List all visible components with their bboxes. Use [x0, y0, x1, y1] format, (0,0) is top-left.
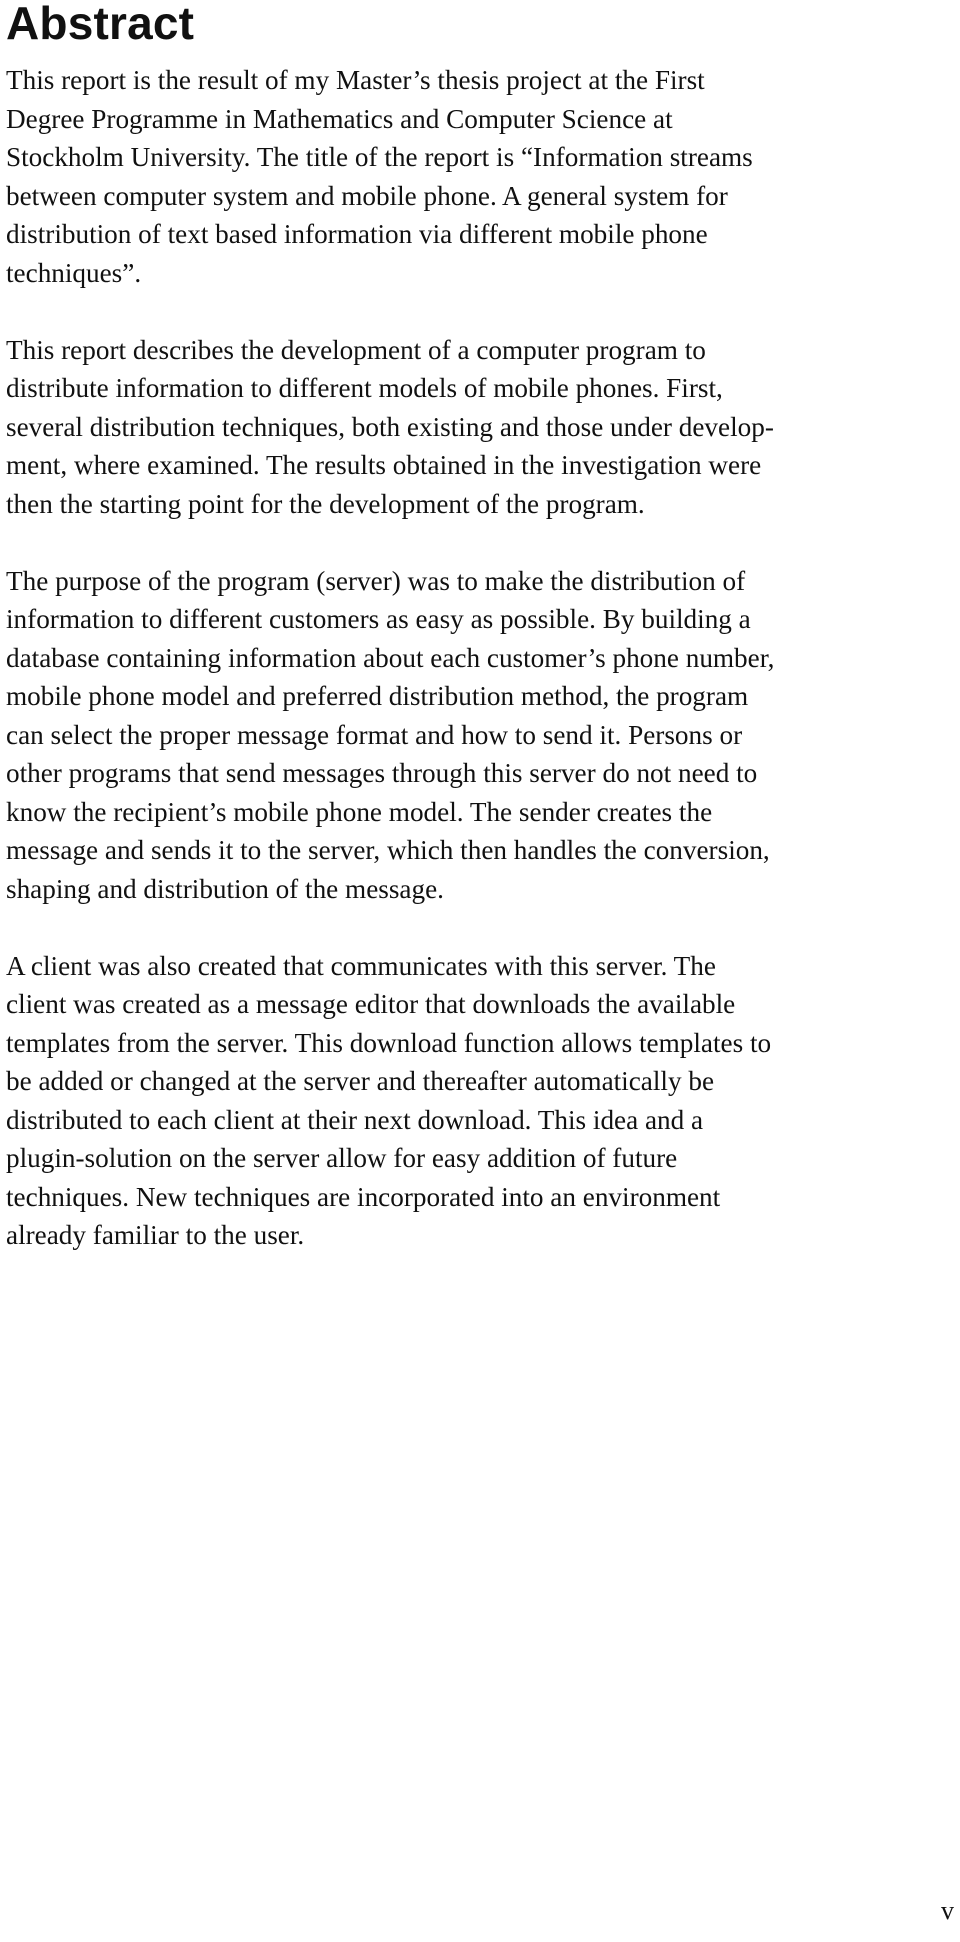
text-line: several distribution techniques, both existing and those under develop- [6, 411, 774, 442]
text-line: templates from the server. This download function allows templates to [6, 1027, 772, 1058]
text-line: between computer system and mobile phone. A general system for [6, 180, 728, 211]
abstract-paragraph-2 [6, 331, 950, 524]
text-line: distribute information to different models of mobile phones. First, [6, 373, 723, 403]
text-line: then the starting point for the development of the program. [6, 488, 645, 519]
text-line: can select the proper message format and how to send it. Persons or [6, 719, 743, 750]
text-line: information to different customers as easy as possible. By building a [6, 604, 751, 634]
text-line: A client was also created that communicates with this server. The [6, 950, 716, 981]
text-line: know the recipient’s mobile phone model. The sender creates the [6, 796, 713, 827]
abstract-body [6, 61, 950, 1293]
text-line: The purpose of the program (server) was to make the distribution of [6, 565, 746, 596]
text-line: ment, where examined. The results obtained in the investigation were [6, 450, 762, 480]
abstract-paragraph-3 [6, 562, 950, 909]
text-line: database containing information about each customer’s phone number, [6, 642, 775, 673]
text-line: shaping and distribution of the message. [6, 873, 444, 904]
text-line: message and sends it to the server, which then handles the conversion, [6, 835, 770, 865]
text-line: other programs that send messages through this server do not need to [6, 758, 758, 788]
text-line: distributed to each client at their next download. This idea and a [6, 1104, 704, 1135]
abstract-paragraph-1 [6, 61, 950, 292]
text-line: be added or changed at the server and thereafter automatically be [6, 1066, 715, 1096]
text-line: Degree Programme in Mathematics and Computer Science at [6, 103, 673, 134]
text-line: This report describes the development of a computer program to [6, 334, 706, 365]
text-line: already familiar to the user. [6, 1220, 305, 1250]
text-line: distribution of text based information via different mobile phone [6, 219, 708, 249]
text-line: mobile phone model and preferred distribution method, the program [6, 681, 749, 711]
abstract-paragraph-4 [6, 947, 950, 1255]
text-line: techniques. New techniques are incorporated into an environment [6, 1181, 721, 1212]
text-line: Stockholm University. The title of the report is “Information streams [6, 142, 753, 172]
text-line: plugin-solution on the server allow for easy addition of future [6, 1143, 678, 1173]
page-number: v [941, 1896, 954, 1925]
text-line: techniques”. [6, 257, 142, 288]
text-line: client was created as a message editor that downloads the available [6, 989, 736, 1019]
text-line: This report is the result of my Master’s thesis project at the First [6, 65, 705, 95]
section-heading: Abstract [6, 0, 195, 49]
